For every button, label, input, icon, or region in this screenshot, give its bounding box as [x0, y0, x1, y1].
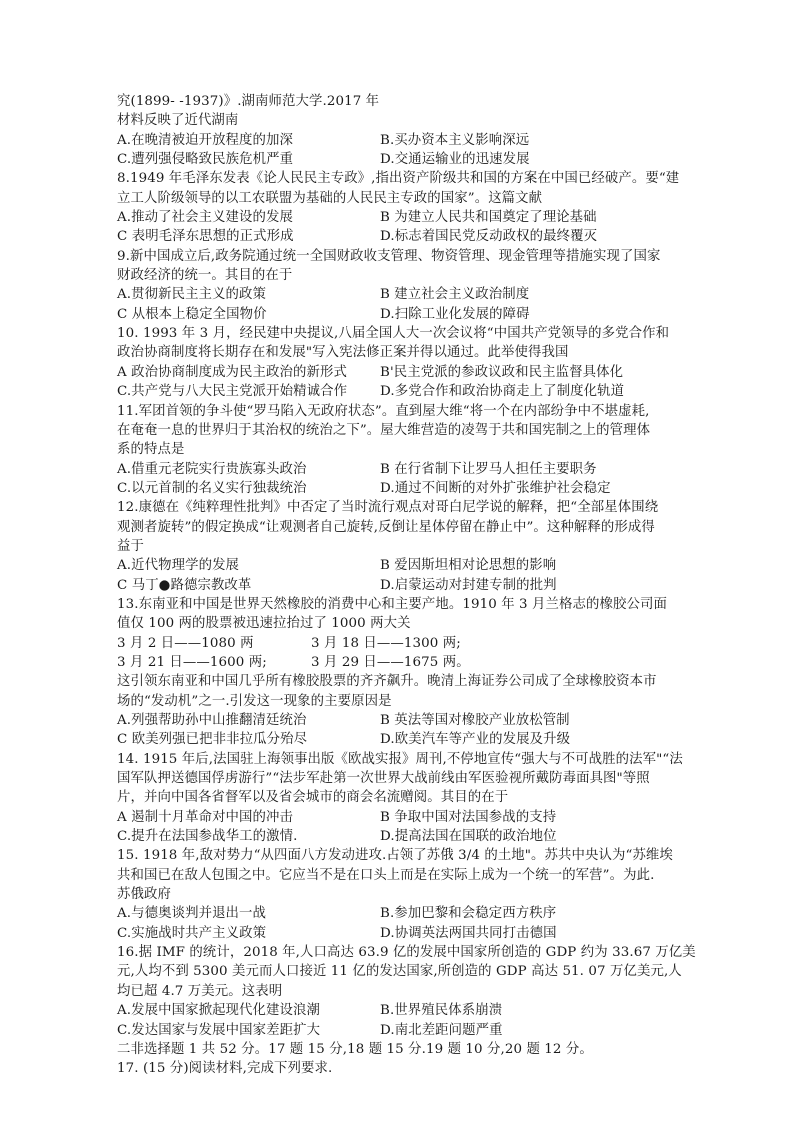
option-d: D.扫除工业化发展的障碍 [380, 306, 530, 322]
option-row [117, 556, 687, 575]
question-16-stem: 均已超 4.7 万美元。这表明 [117, 983, 283, 999]
question-15-stem: 15. 1918 年,敌对势力“从四面八方发动进攻.占领了苏俄 3/4 的土地"。苏共中央认为“苏维埃 [117, 848, 673, 864]
option-b: B'民主党派的参政议政和民主监督具体化 [380, 364, 624, 380]
question-15-stem: 共和国已在敌人包围之中。它应当不是在口头上而是在实际上成为一个统一的军营”。为此. [117, 867, 655, 883]
option-b: B.买办资本主义影响深远 [380, 132, 530, 148]
option-b: B.世界殖民体系崩溃 [380, 1003, 503, 1019]
option-a: A.近代物理学的发展 [117, 558, 240, 574]
option-b: B 英法等国对橡胶产业放松管制 [380, 713, 570, 728]
question-12-stem: 12.康德在《纯粹理性批判》中否定了当时流行观点对哥白尼学说的解释，把“全部星体围绕 [117, 500, 659, 516]
text-line: 究(1899- -1937)》.湖南师范大学.2017 年 [117, 94, 380, 109]
question-11-stem: 11.军团首领的争斗使“罗马陷入无政府状态”。直到屋大维“将一个在内部纷争中不堪虚耗, [117, 403, 650, 419]
option-d: D.通过不间断的对外扩张维护社会稳定 [380, 480, 611, 496]
option-row [117, 285, 687, 304]
option-row [117, 150, 687, 169]
option-row [117, 460, 687, 479]
question-13-stem: 值仅 100 两的股票被迅速拉抬过了 1000 两大关 [117, 616, 411, 632]
option-c: C 从根本上稳定全国物价 [117, 306, 267, 322]
question-14-stem: 国军队押送德国俘虏游行”“法步军赴第一次世界大战前线由军医验视所戴防毒面具图"等照 [117, 771, 650, 787]
question-14-stem: 片，并向中国各省督军以及省会城市的商会名流赠阅。其目的在于 [117, 790, 509, 806]
option-row [117, 363, 687, 382]
option-row [117, 305, 687, 324]
option-row [117, 711, 687, 730]
option-row [117, 131, 687, 150]
option-d: D.欧美汽车等产业的发展及升级 [380, 732, 571, 748]
option-a: A.在晚清被迫开放程度的加深 [117, 132, 294, 148]
option-d: D.标志着国民党反动政权的最终覆灭 [380, 229, 598, 245]
option-a: A 遏制十月革命对中国的冲击 [117, 809, 294, 825]
option-row [117, 1021, 687, 1040]
option-row [117, 227, 687, 246]
option-a: A.列强帮助孙中山推翻清廷统治 [117, 713, 307, 728]
section-heading: 二非选择题 1 共 52 分。17 题 15 分,18 题 15 分.19 题 10 分,20 题 12 分。 [117, 1041, 593, 1057]
option-d: D.交通运输业的迅速发展 [380, 152, 530, 168]
price-row [117, 653, 687, 672]
option-row [117, 827, 687, 846]
question-16-stem: 元,人均不到 5300 美元而人口接近 11 亿的发达国家,所创造的 GDP 高达 51. 07 万亿美元,人 [117, 964, 682, 980]
option-c: C.发达国家与发展中国家差距扩大 [117, 1022, 321, 1038]
option-a: A.与德奥谈判并退出一战 [117, 906, 267, 922]
question-9-stem: 财政经济的统一。其目的在于 [117, 268, 293, 284]
option-row [117, 576, 687, 595]
question-14-stem: 14. 1915 年后,法国驻上海领事出版《欧战实报》周刊,不停地宣传“强大与不可战胜的法军"“法 [117, 751, 683, 767]
option-c: C.提升在法国参战华工的激情. [117, 829, 298, 845]
option-d: D.提高法国在国联的政治地位 [380, 829, 557, 845]
option-b: B 争取中国对法国参战的支持 [380, 809, 557, 825]
option-row [117, 382, 687, 401]
price-entry: 3 月 29 日——1675 两。 [311, 654, 470, 670]
option-c: C.遭列强侵略致民族危机严重 [117, 152, 294, 168]
question-12-stem: 观测者旋转”的假定换成“让观测者自己旋转,反倒让星体停留在静止中”。这种解释的形成得 [117, 519, 655, 535]
question-8-stem: 立工人阶级领导的以工农联盟为基础的人民民主专政的国家”。这篇文献 [117, 190, 543, 206]
option-b: B 在行省制下让罗马人担任主要职务 [380, 461, 597, 477]
option-c: C.共产党与八大民主党派开始精诚合作 [117, 384, 348, 400]
price-entry: 3 月 21 日——1600 两; [117, 654, 267, 670]
option-c: C 表明毛泽东思想的正式形成 [117, 229, 294, 245]
question-9-stem: 9.新中国成立后,政务院通过统一全国财政收支管理、物资管理、现金管理等措施实现了国家 [117, 248, 661, 264]
option-row [117, 1001, 687, 1020]
option-a: A.推动了社会主义建设的发展 [117, 210, 294, 226]
price-entry: 3 月 18 日——1300 两; [311, 635, 461, 651]
question-10-stem: 10. 1993 年 3 月，经民建中央提议,八届全国人大一次会议将“中国共产党领导的多党合作和 [117, 326, 670, 342]
question-16-stem: 16.据 IMF 的统计，2018 年,人口高达 63.9 亿的发展中国家所创造的 GDP 约为 33.67 万亿美 [117, 945, 696, 961]
question-12-stem: 益于 [117, 538, 144, 554]
option-d: D.多党合作和政治协商走上了制度化轨道 [380, 384, 625, 400]
question-13-stem: 场的“发动机”之一.引发这一现象的主要原因是 [117, 693, 392, 709]
exam-content [117, 92, 696, 1079]
question-11-stem: 系的特点是 [117, 442, 185, 458]
option-row [117, 208, 687, 227]
option-c: C.实施战时共产主义政策 [117, 925, 267, 941]
question-11-stem: 在奄奄一息的世界归于其治权的统治之下”。屋大维营造的凌驾于共和国宪制之上的管理体 [117, 422, 651, 438]
option-a: A.发展中国家掀起现代化建设浪潮 [117, 1003, 320, 1019]
question-17-stem: 17. (15 分)阅读材料,完成下列要求. [117, 1061, 333, 1077]
option-b: B 建立社会主义政治制度 [380, 287, 530, 303]
option-row [117, 904, 687, 923]
price-row [117, 634, 687, 653]
option-d: D.南北差距问题严重 [380, 1022, 503, 1038]
option-row [117, 924, 687, 943]
price-entry: 3 月 2 日——1080 两 [117, 635, 254, 651]
option-a: A.借重元老院实行贵族寡头政治 [117, 461, 307, 477]
option-d: D.协调英法两国共同打击德国 [380, 925, 557, 941]
option-b: B 爱因斯坦相对论思想的影响 [380, 558, 557, 574]
option-row [117, 808, 687, 827]
question-10-stem: 政治协商制度将长期存在和发展"写入宪法修正案并得以通过。此举使得我国 [117, 345, 569, 361]
question-15-stem: 苏俄政府 [117, 887, 171, 903]
option-row [117, 479, 687, 498]
option-c: C.以元首制的名义实行独裁统治 [117, 480, 307, 496]
option-b: B.参加巴黎和会稳定西方秩序 [380, 906, 557, 922]
option-row [117, 730, 687, 749]
option-b: B 为建立人民共和国奠定了理论基础 [380, 210, 597, 226]
option-c: C 欧美列强已把非非拉瓜分殆尽 [117, 732, 308, 748]
option-a: A.贯彻新民主主义的政策 [117, 287, 267, 303]
text-line: 材料反映了近代湖南 [117, 113, 239, 129]
question-13-stem: 这引领东南亚和中国几乎所有橡胶股票的齐齐飙升。晚清上海证券公司成了全球橡胶资本市 [117, 674, 657, 690]
question-8-stem: 8.1949 年毛泽东发表《论人民民主专政》,指出资产阶级共和国的方案在中国已经破产。要“建 [117, 171, 680, 187]
option-c: C 马丁●路德宗教改革 [117, 577, 252, 593]
question-13-stem: 13.东南亚和中国是世界天然橡胶的消费中心和主要产地。1910 年 3 月兰格志的橡胶公司面 [117, 596, 667, 612]
option-d: D.启蒙运动对封建专制的批判 [380, 577, 557, 593]
option-a: A 政治协商制度成为民主政治的新形式 [117, 364, 347, 380]
